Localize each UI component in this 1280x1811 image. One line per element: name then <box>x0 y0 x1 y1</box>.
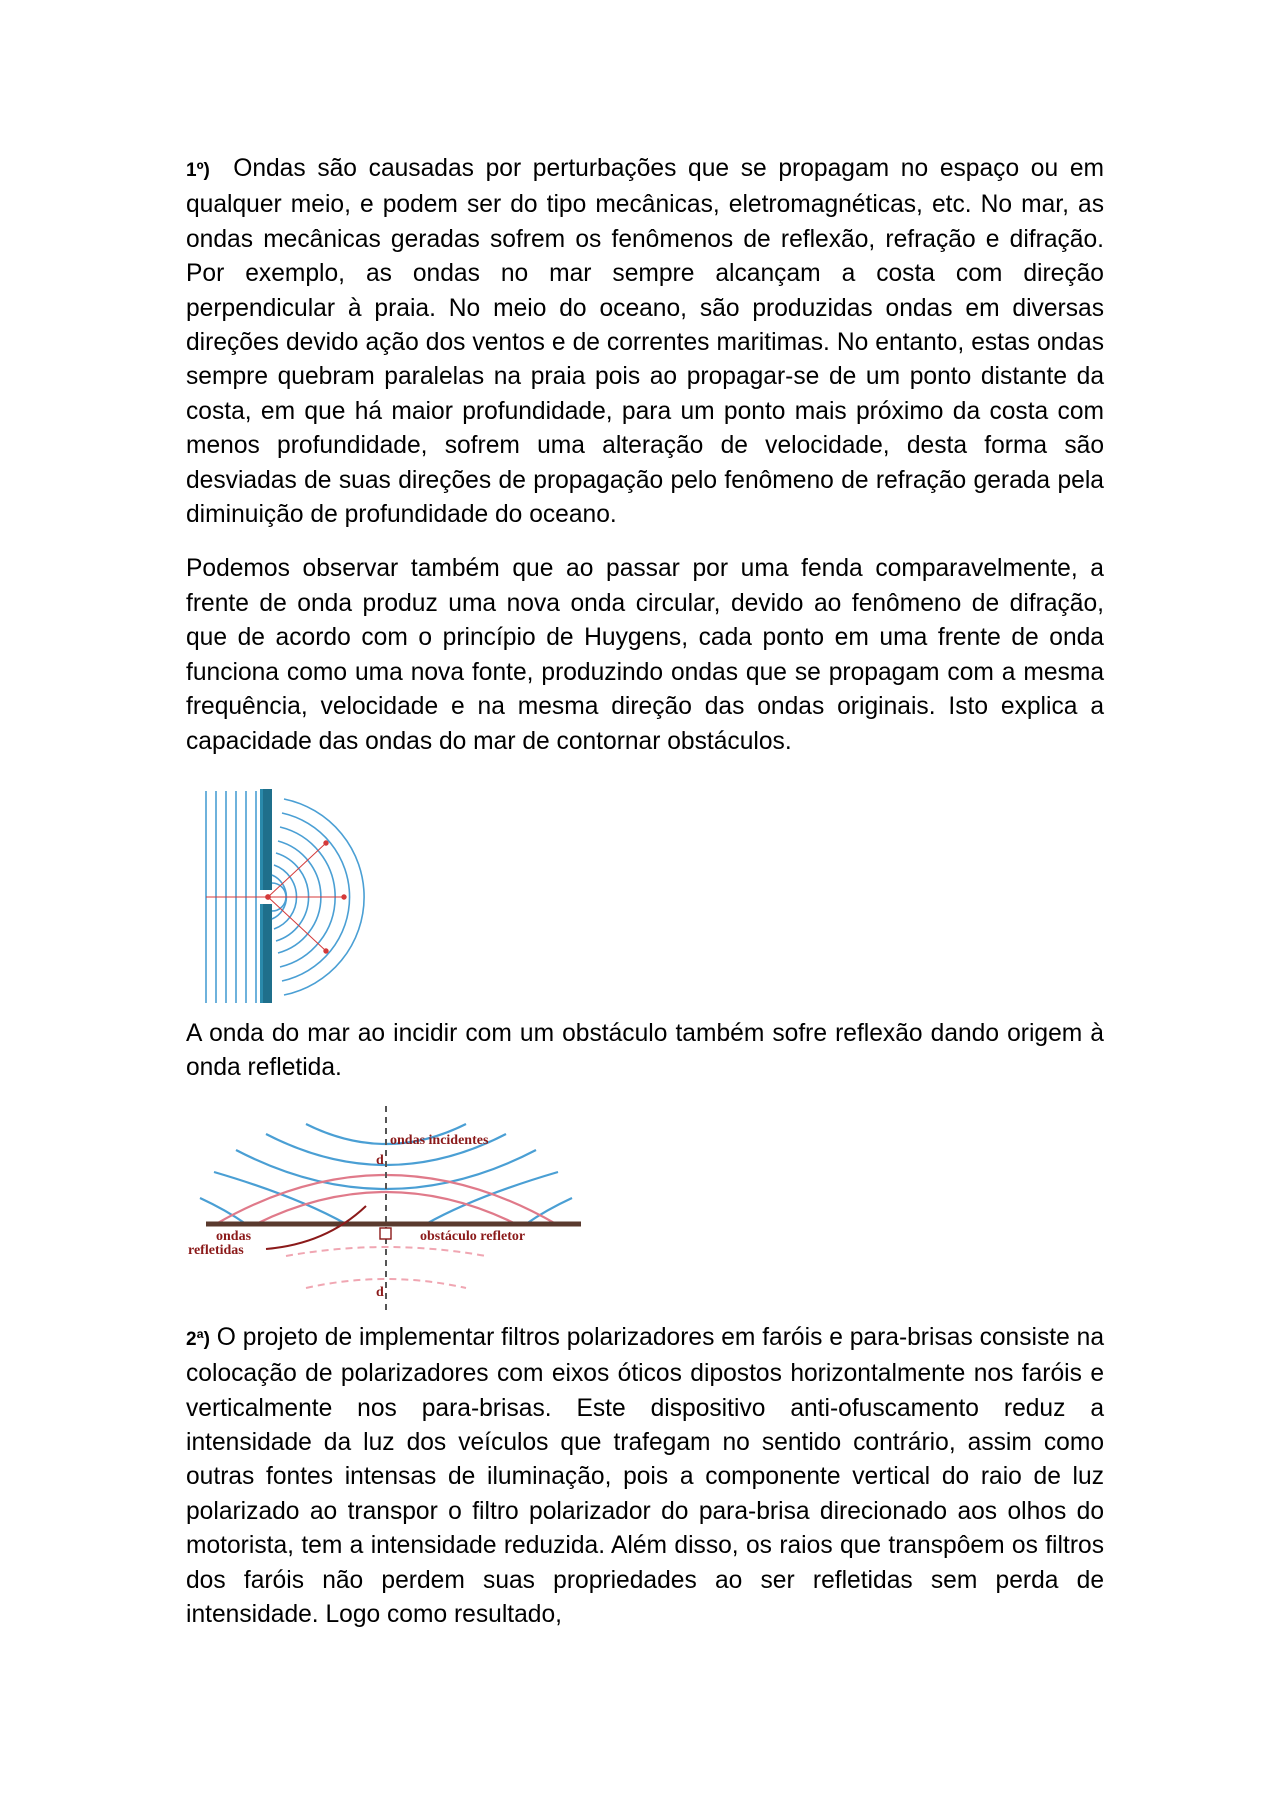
document-page <box>186 152 1104 1652</box>
q2-number: 2ª) <box>186 1328 210 1350</box>
diffraction-figure <box>194 785 394 1007</box>
q2-text: O projeto de implementar filtros polarizadores em faróis e para-brisas consiste na colocação de polarizadores com eixos óticos dipostos horizontalmente nos faróis e verticalmente nos para-brisas. Este dispositivo anti-ofuscamento reduz a intensidade da luz dos veículos que trafegam no sentido contrário, assim como outras fontes intensas de iluminação, pois a componente vertical do raio de luz polarizado ao transpor o filtro polarizador do para-brisa direcionado aos olhos do motorista, tem a intensidade reduzida. Além disso, os raios que transpôem os filtros dos faróis não perdem suas propriedades ao ser refletidas sem perda de intensidade. Logo como resultado, <box>186 1323 1104 1628</box>
q1-text-1: Ondas são causadas por perturbações que se propagam no espaço ou em qualquer meio, e podem ser do tipo mecânicas, eletromagnéticas, etc. No mar, as ondas mecânicas geradas sofrem os fenômenos de reflexão, refração e difração. Por exemplo, as ondas no mar sempre alcançam a costa com direção perpendicular à praia. No meio do oceano, são produzidas ondas em diversas direções devido ação dos ventos e de correntes maritimas. No entanto, estas ondas sempre quebram paralelas na praia pois ao propagar-se de um ponto distante da costa, em que há maior profundidade, para um ponto mais próximo da costa com menos profundidade, sofrem uma alteração de velocidade, desta forma são desviadas de suas direções de propagação pelo fenômeno de refração gerada pela diminuição de profundidade do oceano. <box>186 155 1104 529</box>
label-incident-waves: ondas incidentes <box>390 1132 489 1148</box>
label-obstacle: obstáculo refletor <box>420 1228 526 1244</box>
label-reflected-waves-1: ondas <box>216 1228 252 1244</box>
label-reflected-waves-2: refletidas <box>188 1242 244 1258</box>
q1-paragraph-2: Podemos observar também que ao passar por uma fenda comparavelmente, a frente de onda produz uma nova onda circular, devido ao fenômeno de difração, que de acordo com o princípio de Huygens, cada ponto em uma frente de onda funciona como uma nova fonte, produzindo ondas que se propagam com a mesma frequência, velocidade e na mesma direção das ondas originais. Isto explica a capacidade das ondas do mar de contornar obstáculos. <box>186 555 1104 755</box>
right-angle-marker <box>380 1228 391 1239</box>
q1-paragraph-3: A onda do mar ao incidir com um obstáculo também sofre reflexão dando origem à onda refletida. <box>186 1019 1104 1082</box>
label-d-top: d <box>376 1152 384 1168</box>
propagation-rays <box>206 841 346 953</box>
q1-paragraph-1 <box>186 152 1104 532</box>
reflection-figure <box>186 1106 596 1311</box>
q2-paragraph <box>186 1321 1104 1633</box>
label-d-bottom: d <box>376 1284 384 1300</box>
q1-number: 1º) <box>186 160 210 181</box>
